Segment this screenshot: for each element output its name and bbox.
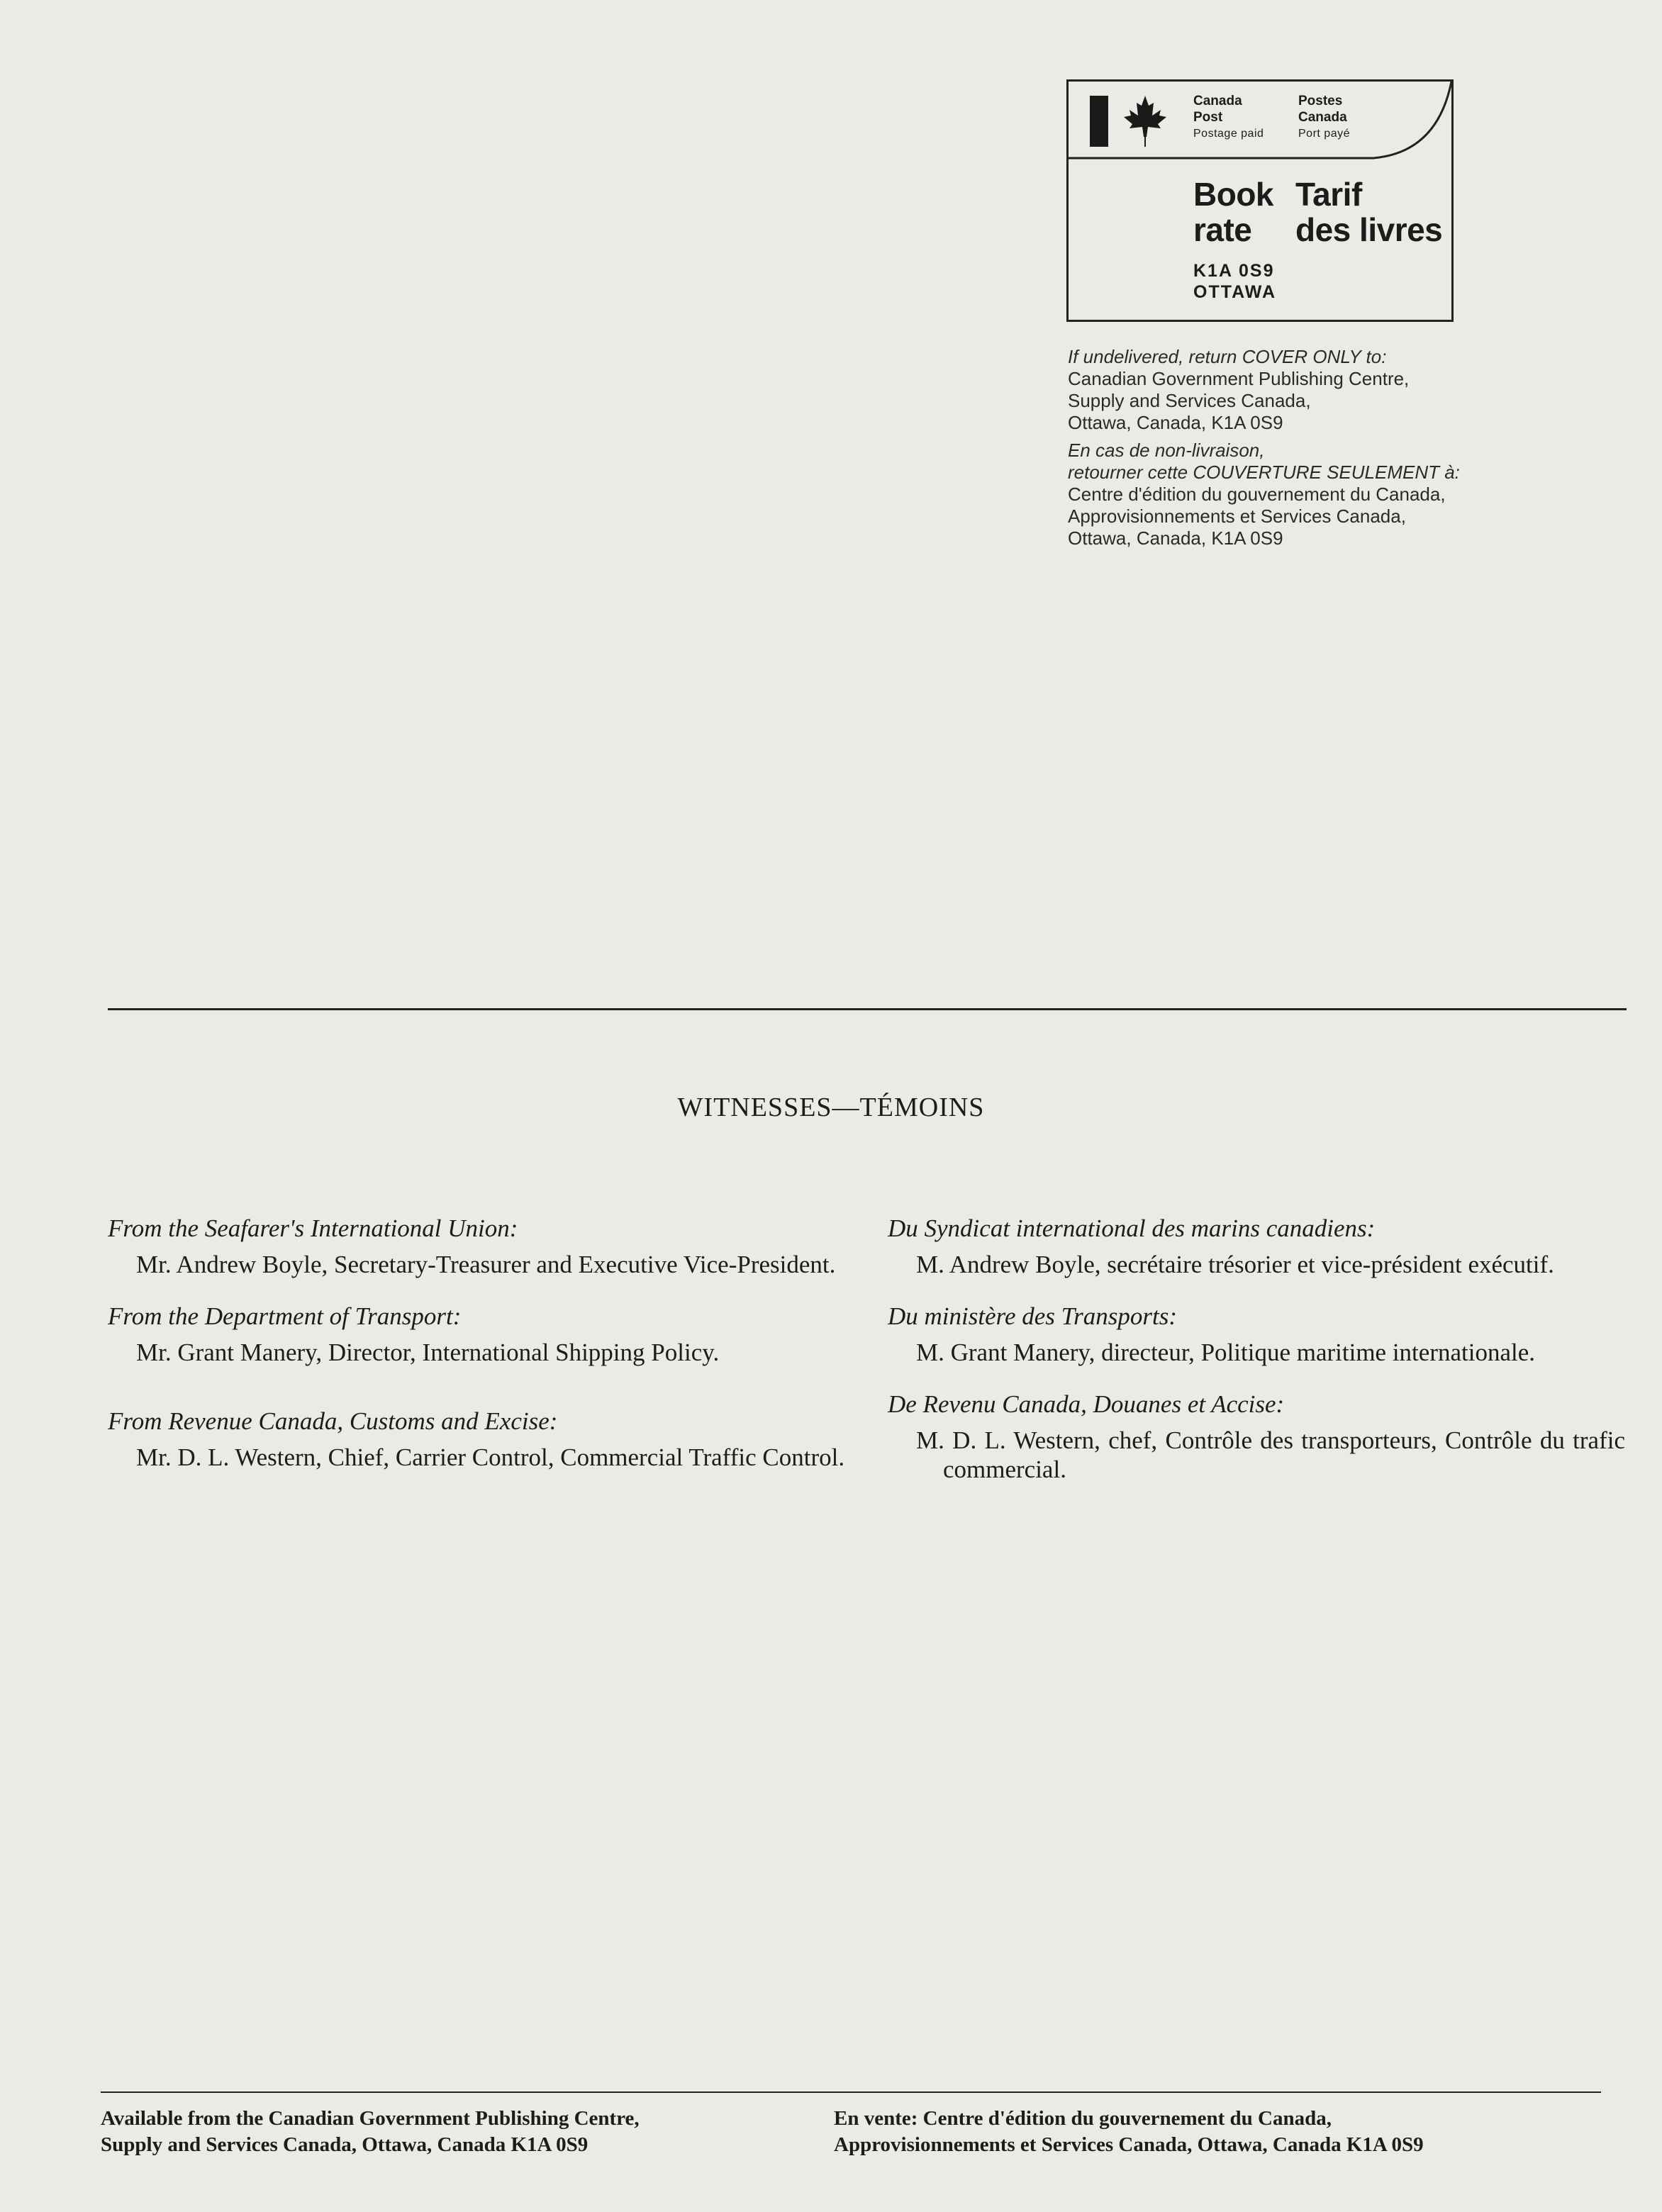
witness-name: M. Grant Manery, directeur, Politique maritime internationale. — [916, 1339, 1536, 1366]
return-en-line: Supply and Services Canada, — [1068, 390, 1311, 411]
footer-fr-line: En vente: Centre d'édition du gouvernement du Canada, — [834, 2107, 1332, 2130]
indicia-header — [1069, 82, 1451, 160]
postal-block — [1193, 260, 1276, 303]
postage-indicia — [1066, 79, 1454, 322]
witnesses-english-column — [108, 1214, 862, 1495]
tarif-livres-label — [1295, 177, 1442, 247]
flag-bar-icon — [1090, 96, 1108, 147]
witnesses-french-column — [888, 1214, 1625, 1507]
footer-divider — [101, 2091, 1601, 2093]
footer-en-line: Supply and Services Canada, Ottawa, Canada K1A 0S9 — [101, 2133, 589, 2156]
return-en-line: Ottawa, Canada, K1A 0S9 — [1068, 412, 1283, 433]
witness-entry — [108, 1407, 862, 1472]
footer-en-line: Available from the Canadian Government Publishing Centre, — [101, 2107, 640, 2130]
return-fr-line: Ottawa, Canada, K1A 0S9 — [1068, 527, 1283, 549]
post-en-line1: Canada — [1193, 94, 1242, 108]
witness-entry — [888, 1214, 1625, 1279]
postes-canada-label — [1298, 93, 1350, 142]
canada-post-label — [1193, 93, 1264, 142]
witness-organization: From the Seafarer's International Union: — [108, 1214, 518, 1242]
post-fr-line2: Canada — [1298, 110, 1347, 125]
return-address — [1068, 346, 1578, 549]
witness-entry — [108, 1214, 862, 1279]
witness-organization: From the Department of Transport: — [108, 1302, 462, 1330]
return-fr-heading: retourner cette COUVERTURE SEULEMENT à: — [1068, 462, 1460, 483]
witnesses-heading: WITNESSES—TÉMOINS — [677, 1093, 985, 1122]
rate-fr-line2: des livres — [1295, 211, 1443, 248]
return-fr-heading: En cas de non-livraison, — [1068, 440, 1265, 461]
witness-name: M. Andrew Boyle, secrétaire trésorier et vice-président exécutif. — [916, 1251, 1554, 1278]
footer-fr-line: Approvisionnements et Services Canada, Ottawa, Canada K1A 0S9 — [834, 2133, 1424, 2156]
return-fr-line: Approvisionnements et Services Canada, — [1068, 505, 1406, 527]
post-en-line2: Post — [1193, 110, 1223, 125]
postal-code: K1A 0S9 — [1193, 261, 1275, 281]
section-divider — [108, 1008, 1627, 1010]
witness-entry — [888, 1390, 1625, 1484]
return-en-heading: If undelivered, return COVER ONLY to: — [1068, 346, 1387, 367]
footer-availability-fr — [834, 2106, 1424, 2158]
post-en-line3: Postage paid — [1193, 128, 1264, 140]
witness-organization: From Revenue Canada, Customs and Excise: — [108, 1407, 558, 1435]
return-en-line: Canadian Government Publishing Centre, — [1068, 368, 1410, 389]
witness-organization: Du ministère des Transports: — [888, 1302, 1178, 1330]
rate-en-line1: Book — [1193, 176, 1273, 213]
maple-leaf-icon — [1122, 94, 1168, 148]
witness-name: Mr. Grant Manery, Director, International Shipping Policy. — [136, 1339, 720, 1366]
witness-entry — [108, 1302, 862, 1367]
witness-name: M. D. L. Western, chef, Contrôle des transporteurs, Contrôle du trafic commercial. — [916, 1426, 1625, 1483]
footer-availability-en — [101, 2106, 640, 2158]
postal-city: OTTAWA — [1193, 282, 1277, 302]
post-fr-line1: Postes — [1298, 94, 1343, 108]
post-fr-line3: Port payé — [1298, 128, 1350, 140]
witness-organization: De Revenu Canada, Douanes et Accise: — [888, 1390, 1285, 1418]
rate-en-line2: rate — [1193, 211, 1252, 248]
witness-name: Mr. Andrew Boyle, Secretary-Treasurer and Executive Vice-President. — [136, 1251, 836, 1278]
return-fr-line: Centre d'édition du gouvernement du Canada, — [1068, 484, 1446, 505]
witness-name: Mr. D. L. Western, Chief, Carrier Control, Commercial Traffic Control. — [136, 1443, 845, 1471]
book-rate-label — [1193, 177, 1273, 247]
rate-fr-line1: Tarif — [1295, 176, 1362, 213]
witness-entry — [888, 1302, 1625, 1367]
witness-organization: Du Syndicat international des marins canadiens: — [888, 1214, 1376, 1242]
